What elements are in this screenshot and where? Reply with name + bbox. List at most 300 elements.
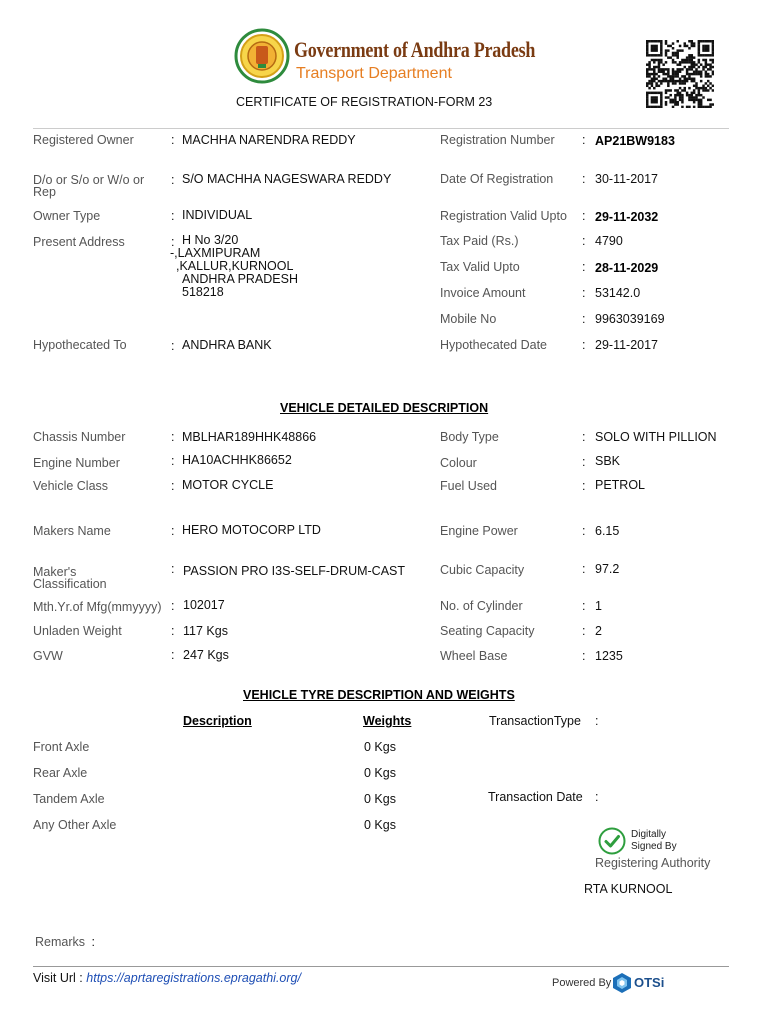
qr-module [658,75,660,77]
qr-module [669,94,671,96]
qr-module [693,73,695,75]
colon: : [582,562,586,576]
qr-module [679,78,681,80]
qr-module [660,106,662,108]
qr-module [653,49,655,51]
qr-module [700,75,702,77]
qr-module [695,96,697,98]
qr-module [665,61,667,63]
address-line-3: ,KALLUR,KURNOOL [176,259,294,273]
qr-module [684,59,686,61]
qr-module [676,70,678,72]
qr-module [709,106,711,108]
qr-module [646,47,648,49]
qr-module [695,85,697,87]
qr-module [691,73,693,75]
qr-module [674,89,676,91]
colon: : [582,455,586,469]
qr-module [698,54,700,56]
qr-module [665,68,667,70]
cylinders-value: 1 [595,599,602,613]
qr-module [648,61,650,63]
qr-module [688,54,690,56]
qr-module [660,54,662,56]
qr-module [707,73,709,75]
qr-module [655,101,657,103]
qr-module [712,52,714,54]
qr-module [709,99,711,101]
qr-module [686,45,688,47]
qr-module [669,45,671,47]
qr-module [665,101,667,103]
tax-valid-label: Tax Valid Upto [440,260,520,274]
visit-url-link[interactable]: https://aprtaregistrations.epragathi.org/ [86,971,301,985]
qr-module [693,85,695,87]
relation-label-1: D/o or S/o or W/o or [33,173,145,187]
qr-module [655,59,657,61]
qr-module [655,47,657,49]
hypothecated-to-value: ANDHRA BANK [182,338,272,352]
digitally-signed-line-1: Digitally [631,829,667,840]
qr-module [712,54,714,56]
qr-module [702,96,704,98]
qr-module [646,82,648,84]
vehicle-class-value: MOTOR CYCLE [182,478,274,492]
colon: : [171,133,175,147]
qr-module [646,92,648,94]
qr-module [651,106,653,108]
qr-module [651,101,653,103]
qr-module [665,89,667,91]
qr-module [653,99,655,101]
qr-module [698,42,700,44]
qr-module [691,59,693,61]
qr-module [653,66,655,68]
qr-module [651,80,653,82]
cubic-capacity-label: Cubic Capacity [440,563,525,577]
qr-module [648,106,650,108]
qr-module [653,59,655,61]
qr-module [646,63,648,65]
qr-module [651,68,653,70]
gvw-value: 247 Kgs [183,648,229,662]
gov-title: Government of Andhra Pradesh [294,37,536,62]
qr-module [667,89,669,91]
qr-module [658,63,660,65]
qr-module [693,45,695,47]
owner-type-label: Owner Type [33,209,101,223]
qr-module [691,61,693,63]
qr-module [686,56,688,58]
footer-divider [33,966,729,967]
qr-module [651,99,653,101]
qr-module [674,103,676,105]
qr-module [707,40,709,42]
engine-number-value: HA10ACHHK86652 [182,453,292,467]
qr-module [648,63,650,65]
qr-module [691,78,693,80]
qr-module [676,40,678,42]
colon: : [171,430,175,444]
qr-module [693,63,695,65]
qr-module [681,80,683,82]
qr-module [653,54,655,56]
qr-module [693,89,695,91]
tax-valid-value: 28-11-2029 [595,261,659,275]
qr-module [676,56,678,58]
qr-module [688,47,690,49]
qr-module [695,70,697,72]
qr-module [691,96,693,98]
qr-module [693,66,695,68]
qr-module [648,73,650,75]
qr-module [676,101,678,103]
qr-module [648,82,650,84]
mfg-value: 102017 [183,598,225,612]
qr-module [684,82,686,84]
qr-module [660,42,662,44]
qr-module [658,92,660,94]
qr-module [698,87,700,89]
qr-module [672,59,674,61]
qr-module [681,99,683,101]
qr-module [646,49,648,51]
qr-module [665,42,667,44]
qr-module [698,49,700,51]
qr-module [676,73,678,75]
qr-module [702,47,704,49]
qr-module [665,92,667,94]
qr-module [705,59,707,61]
qr-module [667,75,669,77]
qr-module [658,68,660,70]
qr-module [672,54,674,56]
qr-module [655,92,657,94]
qr-module [705,82,707,84]
colour-label: Colour [440,456,477,470]
qr-module [679,87,681,89]
qr-module [700,94,702,96]
qr-module [658,59,660,61]
qr-module [712,89,714,91]
qr-module [679,92,681,94]
invoice-label: Invoice Amount [440,286,526,300]
qr-module [702,89,704,91]
qr-module [672,75,674,77]
qr-module [648,92,650,94]
registered-owner-label: Registered Owner [33,133,134,147]
qr-module [676,49,678,51]
qr-module [695,87,697,89]
qr-module [681,101,683,103]
qr-module [698,94,700,96]
qr-module [667,82,669,84]
qr-module [705,63,707,65]
qr-module [676,103,678,105]
qr-module [646,94,648,96]
qr-code [646,40,714,108]
relation-label-2: Rep [33,185,56,199]
qr-module [672,106,674,108]
qr-module [688,61,690,63]
qr-module [698,103,700,105]
qr-module [662,70,664,72]
qr-module [667,73,669,75]
qr-module [705,40,707,42]
qr-module [705,45,707,47]
qr-module [684,42,686,44]
qr-module [691,92,693,94]
vehicle-class-label: Vehicle Class [33,479,109,493]
qr-module [669,56,671,58]
qr-module [674,99,676,101]
qr-module [700,40,702,42]
qr-module [674,80,676,82]
qr-module [667,68,669,70]
qr-module [686,106,688,108]
qr-module [698,99,700,101]
qr-module [693,101,695,103]
qr-module [681,96,683,98]
qr-module [653,96,655,98]
hypothecated-date-label: Hypothecated Date [440,338,548,352]
registration-number-label: Registration Number [440,133,555,147]
qr-module [679,45,681,47]
address-line-1: H No 3/20 [182,233,239,247]
qr-module [688,99,690,101]
qr-module [709,75,711,77]
relation-value: S/O MACHHA NAGESWARA REDDY [182,172,392,186]
qr-module [660,47,662,49]
qr-module [688,40,690,42]
qr-module [693,42,695,44]
qr-module [698,92,700,94]
qr-module [676,92,678,94]
qr-module [709,68,711,70]
qr-module [705,66,707,68]
qr-module [707,99,709,101]
qr-module [679,70,681,72]
qr-module [698,61,700,63]
qr-module [648,80,650,82]
colon: : [582,338,586,352]
qr-module [709,40,711,42]
qr-module [709,54,711,56]
qr-module [646,96,648,98]
qr-module [674,94,676,96]
qr-module [684,45,686,47]
visit-url [33,971,301,985]
colon: : [171,209,175,223]
qr-module [653,101,655,103]
qr-module [691,40,693,42]
qr-module [679,96,681,98]
qr-module [712,42,714,44]
qr-module [705,73,707,75]
qr-module [665,52,667,54]
qr-module [702,59,704,61]
colon: : [91,935,95,949]
qr-module [686,78,688,80]
qr-module [653,47,655,49]
qr-module [684,87,686,89]
registration-date-value: 30-11-2017 [595,172,659,186]
transaction-type-label: TransactionType [489,714,581,728]
qr-module [672,68,674,70]
header-divider [33,128,729,129]
qr-module [693,61,695,63]
makers-name-label: Makers Name [33,524,111,538]
qr-module [674,82,676,84]
engine-power-label: Engine Power [440,524,518,538]
qr-module [674,73,676,75]
qr-module [691,99,693,101]
colon: : [595,790,599,804]
qr-module [700,70,702,72]
colon: : [582,312,586,326]
qr-module [679,63,681,65]
qr-module [672,47,674,49]
qr-module [707,89,709,91]
qr-module [698,66,700,68]
qr-module [712,103,714,105]
qr-module [698,45,700,47]
qr-module [709,87,711,89]
cylinders-label: No. of Cylinder [440,599,523,613]
qr-module [665,40,667,42]
qr-module [691,42,693,44]
qr-module [693,106,695,108]
qr-module [646,85,648,87]
qr-module [646,42,648,44]
mfg-label: Mth.Yr.of Mfg(mmyyyy) [33,600,162,614]
qr-module [646,75,648,77]
qr-module [655,96,657,98]
qr-module [693,96,695,98]
colour-value: SBK [595,454,621,468]
qr-module [681,61,683,63]
cubic-capacity-value: 97.2 [595,562,620,576]
qr-module [660,68,662,70]
qr-module [646,52,648,54]
qr-module [700,87,702,89]
tyre-section-title: VEHICLE TYRE DESCRIPTION AND WEIGHTS [243,688,515,702]
qr-module [648,75,650,77]
qr-module [695,82,697,84]
wheel-base-value: 1235 [595,649,623,663]
qr-module [679,80,681,82]
remarks-label-text: Remarks [35,935,86,949]
qr-module [646,106,648,108]
qr-module [648,54,650,56]
qr-module [700,101,702,103]
qr-module [660,92,662,94]
colon: : [171,479,175,493]
qr-module [707,45,709,47]
qr-module [655,85,657,87]
ap-emblem-logo [234,28,290,84]
otsi-logo-icon [612,972,632,994]
colon: : [595,714,599,728]
classification-label-2: Classification [33,577,107,591]
qr-module [674,96,676,98]
wheel-base-label: Wheel Base [440,649,508,663]
qr-module [665,73,667,75]
qr-module [667,49,669,51]
qr-module [695,63,697,65]
transaction-date-label: Transaction Date [488,790,583,804]
qr-module [655,49,657,51]
qr-module [665,49,667,51]
qr-module [672,70,674,72]
qr-module [660,40,662,42]
qr-module [651,96,653,98]
colon: : [582,649,586,663]
qr-module [698,52,700,54]
qr-module [653,80,655,82]
qr-module [667,80,669,82]
colon: : [582,524,586,538]
qr-module [684,61,686,63]
qr-module [681,89,683,91]
qr-module [665,80,667,82]
mobile-label: Mobile No [440,312,497,326]
qr-module [702,49,704,51]
colon: : [171,173,175,187]
qr-module [648,40,650,42]
qr-module [688,68,690,70]
colon: : [582,133,586,147]
qr-module [688,96,690,98]
otsi-brand: OTSi [634,975,665,990]
qr-module [667,56,669,58]
qr-module [653,40,655,42]
qr-module [688,66,690,68]
qr-module [658,66,660,68]
qr-module [648,66,650,68]
qr-module [674,54,676,56]
qr-module [669,75,671,77]
qr-module [709,82,711,84]
qr-module [676,63,678,65]
qr-module [688,56,690,58]
qr-module [679,94,681,96]
qr-module [698,59,700,61]
qr-module [702,106,704,108]
seating-value: 2 [595,624,602,638]
qr-module [667,85,669,87]
qr-module [705,75,707,77]
qr-module [693,70,695,72]
colon: : [582,172,586,186]
registration-number-value: AP21BW9183 [595,134,675,148]
col-description-header: Description [183,714,252,728]
qr-module [651,49,653,51]
qr-module [658,106,660,108]
qr-module [698,47,700,49]
qr-module [660,80,662,82]
qr-module [662,73,664,75]
qr-module [669,101,671,103]
chassis-label: Chassis Number [33,430,126,444]
tyre-row-weight: 0 Kgs [364,766,396,780]
qr-module [676,75,678,77]
qr-module [679,99,681,101]
qr-module [698,70,700,72]
qr-module [653,78,655,80]
qr-module [712,73,714,75]
qr-module [702,45,704,47]
